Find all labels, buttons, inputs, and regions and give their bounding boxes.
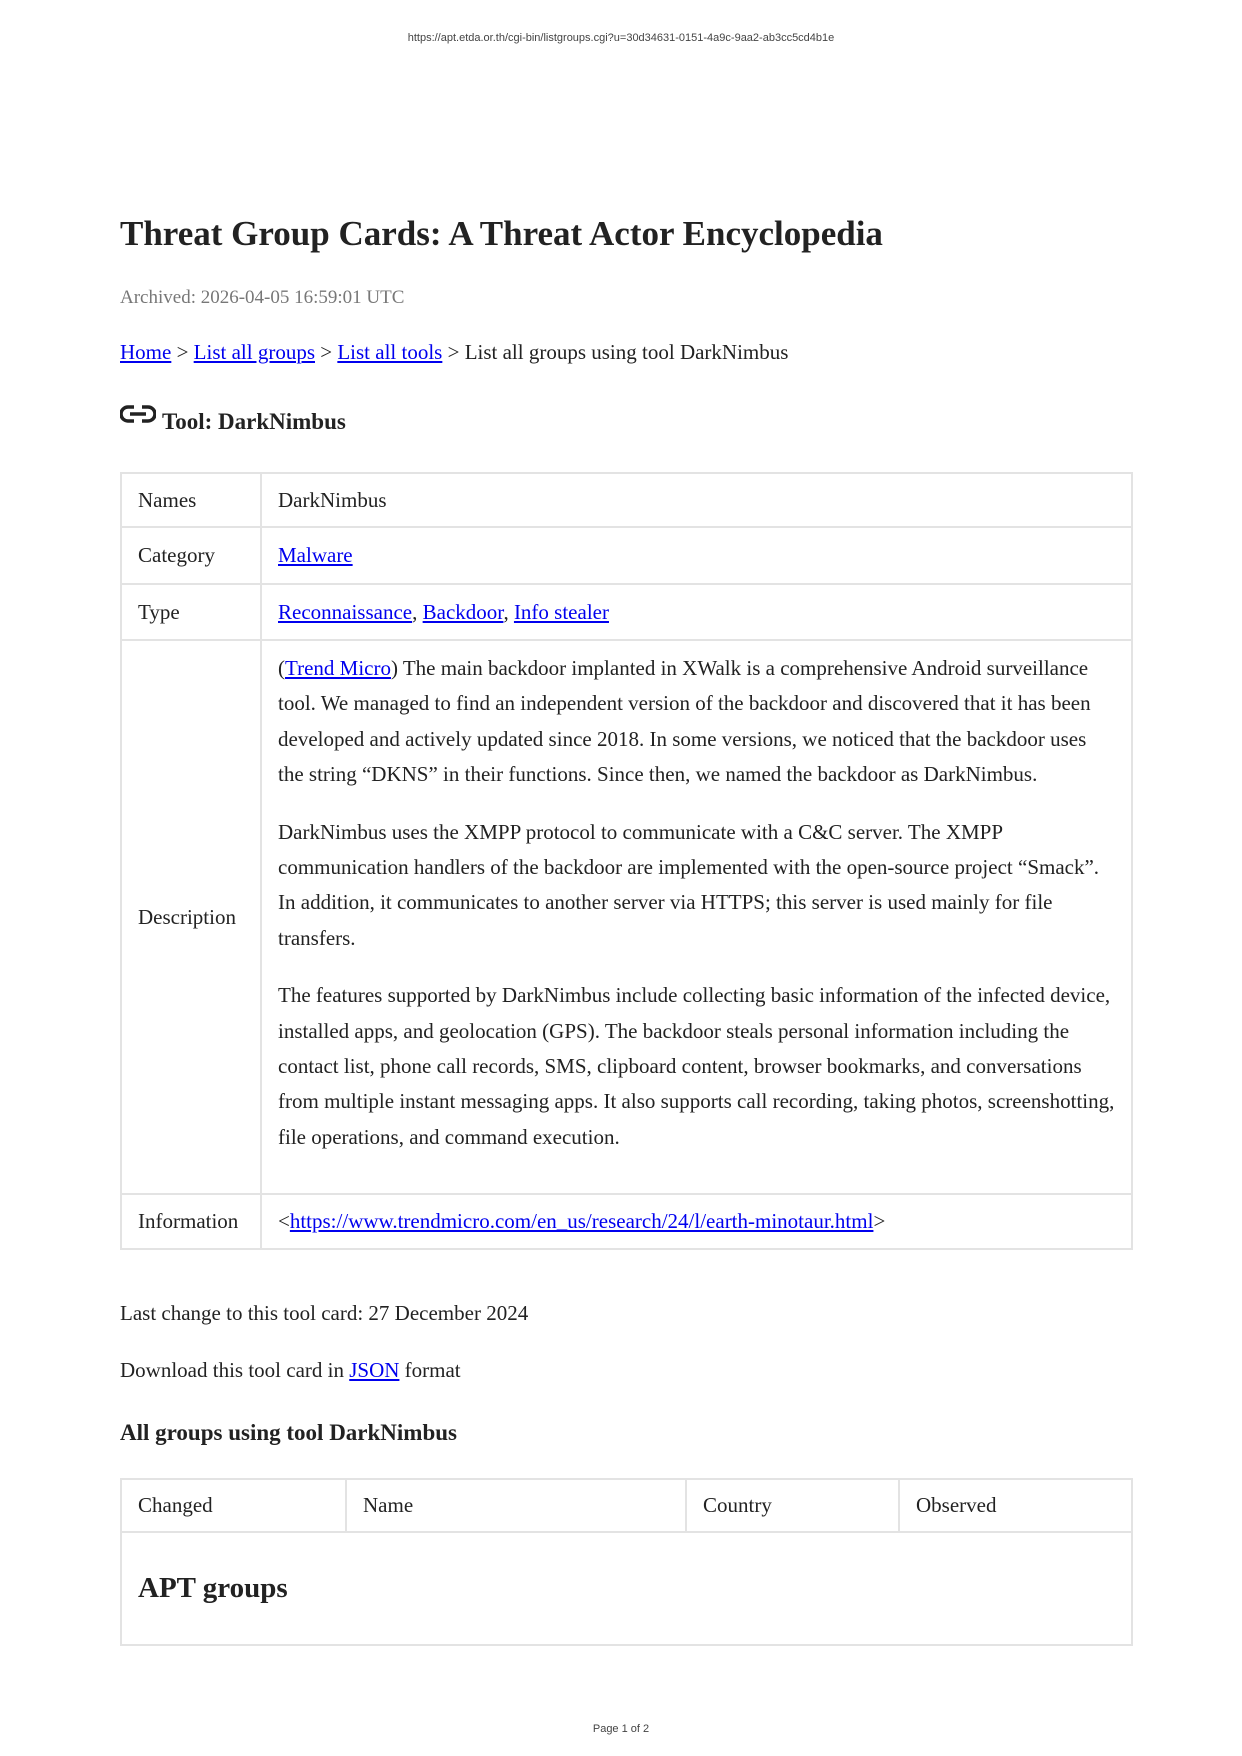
column-header: Observed [899,1479,1132,1532]
type-link[interactable]: Backdoor [422,599,504,624]
table-row [121,640,1132,1194]
table-row [121,584,1132,640]
download-line [120,1358,461,1383]
separator: , [503,599,514,624]
description-paragraph: DarkNimbus uses the XMPP protocol to communicate with a C&C server. The XMPP communication handlers of the backdoor are implemented with the open-source project “Smack”. In addition, it communicates to another server via HTTPS; this server is used mainly for file transfers. [278,819,1100,950]
table-row [121,473,1132,527]
type-cell [261,584,1132,640]
page-number: Page 1 of 2 [592,1723,650,1735]
row-label: Category [121,527,261,584]
breadcrumb-list-groups[interactable]: List all groups [193,340,315,364]
row-label: Names [121,473,261,527]
archived-timestamp: Archived: 2026-04-05 16:59:01 UTC [120,287,405,308]
table-header-row [121,1479,1132,1532]
link-icon [120,403,156,425]
information-cell: <https://www.trendmicro.com/en_us/research/24/l/earth-minotaur.html> [261,1194,1132,1249]
row-label: Information [121,1194,261,1249]
column-header: Country [686,1479,899,1532]
table-row [121,1194,1132,1249]
breadcrumb-separator: > [315,340,338,364]
breadcrumb [120,340,788,365]
json-download-link[interactable]: JSON [349,1358,400,1382]
breadcrumb-separator: > [171,340,194,364]
tool-info-table [120,472,1133,1250]
section-heading: APT groups [121,1532,1132,1645]
page-url-header: https://apt.etda.or.th/cgi-bin/listgroups.cgi?u=30d34631-0151-4a9c-9aa2-ab3cc5cd4b1e [407,32,835,44]
source-link[interactable]: Trend Micro [285,656,391,680]
breadcrumb-home[interactable]: Home [120,340,172,364]
column-header: Name [346,1479,686,1532]
separator: , [412,599,423,624]
description-paragraph: The features supported by DarkNimbus include collecting basic information of the infected device, installed apps, and geolocation (GPS). The backdoor steals personal information including the contact list, phone call records, SMS, clipboard content, browser bookmarks, and conversations from multiple instant messaging apps. It also supports call recording, taking photos, screenshotting, file operations, and command execution. [278,983,1115,1149]
type-link[interactable]: Info stealer [513,599,609,624]
breadcrumb-separator: > [442,340,465,364]
breadcrumb-current: List all groups using tool DarkNimbus [464,340,789,364]
tool-names: DarkNimbus [261,473,1132,527]
information-link[interactable]: https://www.trendmicro.com/en_us/research/24/l/earth-minotaur.html [289,1209,874,1234]
row-label: Description [121,640,261,1194]
groups-heading: All groups using tool DarkNimbus [120,1420,457,1445]
category-link[interactable]: Malware [278,543,353,567]
row-label: Type [121,584,261,640]
groups-table [120,1478,1133,1646]
table-row [121,527,1132,584]
description-paragraph: (Trend Micro) The main backdoor implanted in XWalk is a comprehensive Android surveillance tool. We managed to find an independent version of the backdoor and discovered that it has been developed and actively updated since 2018. In some versions, we noticed that the backdoor uses the string “DKNS” in their functions. Since then, we named the backdoor as DarkNimbus. [278,656,1091,787]
type-link[interactable]: Reconnaissance [278,599,413,624]
download-text: format [399,1358,461,1382]
description-cell [261,640,1132,1194]
download-text: Download this tool card in [120,1358,350,1382]
page-title: Threat Group Cards: A Threat Actor Encyclopedia [120,214,883,253]
tool-heading-text: Tool: DarkNimbus [162,409,346,434]
column-header: Changed [121,1479,346,1532]
category-cell [261,527,1132,584]
description-text: ) The main backdoor implanted in XWalk is a comprehensive Android surveillance tool. We managed to find an independent version of the backdoor and discovered that it has been developed and actively updated since 2018. In some versions, we noticed that the backdoor uses the string “DKNS” in their functions. Since then, we named the backdoor as DarkNimbus. [278,656,1091,787]
tool-heading [120,403,346,435]
breadcrumb-list-tools[interactable]: List all tools [337,340,443,364]
table-row [121,1532,1132,1645]
last-change: Last change to this tool card: 27 December 2024 [120,1301,529,1325]
